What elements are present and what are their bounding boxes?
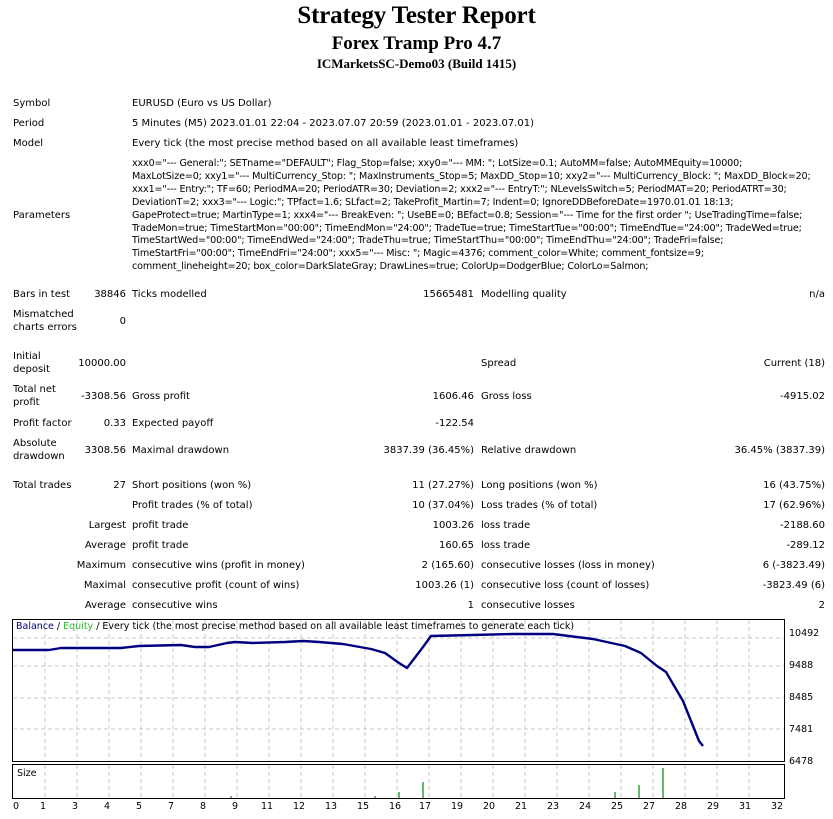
row-right-value: -2188.60 [780, 520, 825, 531]
quality-label: Modelling quality [481, 289, 567, 300]
x-tick: 17 [418, 801, 432, 812]
row-prefix: Maximum [76, 560, 126, 571]
x-tick: 25 [610, 801, 624, 812]
row-left-value: 2 (165.60) [421, 560, 474, 571]
report-title: Strategy Tester Report [297, 2, 536, 29]
maximal-drawdown-label: Maximal drawdown [132, 445, 230, 456]
legend-description: / Every tick (the most precise method based on all available least timeframes to generate each tick) [93, 621, 575, 632]
parameters-label: Parameters [13, 210, 71, 221]
param-line: xxx0="--- General:"; SETname="DEFAULT"; Flag_Stop=false; xxy0="--- MM: "; LotSize=0.1; AutoMM=false; AutoMMEquity=10000; [132, 158, 743, 169]
symbol-label: Symbol [13, 98, 51, 109]
gross-profit-value: 1606.46 [432, 391, 474, 402]
row-prefix: Average [84, 600, 126, 611]
expected-payoff-label: Expected payoff [132, 418, 214, 429]
net-profit-label-2: profit [13, 397, 40, 408]
model-value: Every tick (the most precise method based on all available least timeframes) [132, 138, 519, 149]
profit-trades-value: 10 (37.04%) [412, 500, 474, 511]
y-tick: 8485 [789, 692, 814, 703]
net-profit-label: Total net [13, 384, 56, 395]
legend-separator: / [53, 621, 64, 632]
row-right-label: consecutive losses (loss in money) [481, 560, 655, 571]
total-trades-label: Total trades [13, 480, 72, 491]
loss-trades-value: 17 (62.96%) [763, 500, 825, 511]
param-line: TradeMon=true; TimeStartMon="00:00"; TimeEndMon="24:00"; TradeTue=true; TimeStartTue="00:00"; TimeEndTue="24:00"; TradeWed=true; [132, 222, 802, 234]
spread-value: Current (18) [763, 358, 825, 369]
initial-deposit-label: Initial [13, 351, 41, 362]
server-build: ICMarketsSC-Demo03 (Build 1415) [316, 56, 517, 71]
y-tick: 9488 [789, 660, 814, 671]
param-line: DeviationT=2; xxx3="--- Logic:"; TPfact=1.6; SLfact=2; TakeProfit_Martin=7; Indent=0; IgnoreDDBeforeDate=1970.01.01 18:13; [132, 196, 734, 208]
mismatch-label: Mismatched [13, 309, 74, 320]
x-tick: 3 [71, 801, 79, 812]
row-right-label: consecutive loss (count of losses) [481, 580, 650, 591]
x-tick: 15 [356, 801, 370, 812]
size-bars [231, 768, 663, 798]
row-left-label: consecutive wins [132, 600, 218, 611]
x-tick: 16 [388, 801, 402, 812]
row-right-label: loss trade [481, 520, 531, 531]
x-tick: 11 [260, 801, 274, 812]
ticks-label: Ticks modelled [132, 289, 207, 300]
quality-value: n/a [809, 289, 825, 300]
profit-factor-label: Profit factor [13, 418, 72, 429]
x-tick: 1 [39, 801, 47, 812]
balance-chart [12, 619, 785, 762]
legend-balance: Balance [16, 621, 54, 632]
relative-drawdown-label: Relative drawdown [481, 445, 577, 456]
param-line: xxx1="--- Entry:"; TF=60; PeriodMA=20; PeriodATR=30; Deviation=2; xxx2="--- EntryT:"; NLevelsSwitch=5; PeriodMAT=20; PeriodATRT=30; [132, 183, 787, 195]
absolute-drawdown-value: 3308.56 [84, 445, 126, 456]
initial-deposit-label-2: deposit [13, 364, 50, 375]
chart-grid [13, 620, 784, 761]
mismatch-label-2: charts errors [13, 322, 77, 333]
model-label: Model [13, 138, 44, 149]
long-positions-value: 16 (43.75%) [763, 480, 825, 491]
row-prefix: Largest [88, 520, 126, 531]
x-tick: 19 [450, 801, 464, 812]
param-line: TimeStartWed="00:00"; TimeEndWed="24:00"; TradeThu=true; TimeStartThu="00:00"; TimeEndThu="24:00"; TradeFri=false; [132, 235, 724, 247]
x-tick: 24 [578, 801, 592, 812]
x-tick: 9 [231, 801, 239, 812]
period-value: 5 Minutes (M5) 2023.01.01 22:04 - 2023.07.07 20:59 (2023.01.01 - 2023.07.01) [132, 118, 534, 129]
size-label: Size [17, 768, 37, 779]
expected-payoff-value: -122.54 [435, 418, 474, 429]
gross-loss-label: Gross loss [481, 391, 532, 402]
x-tick: 13 [324, 801, 338, 812]
row-right-label: consecutive losses [481, 600, 575, 611]
initial-deposit-value: 10000.00 [78, 358, 126, 369]
row-left-label: profit trade [132, 520, 189, 531]
size-chart [12, 764, 785, 799]
chart-legend [16, 621, 574, 632]
total-trades-value: 27 [113, 480, 126, 491]
row-right-value: -289.12 [786, 540, 825, 551]
loss-trades-label: Loss trades (% of total) [481, 500, 598, 511]
x-tick: 7 [167, 801, 175, 812]
row-left-value: 1 [467, 600, 474, 611]
row-left-value: 160.65 [439, 540, 474, 551]
spread-label: Spread [481, 358, 517, 369]
x-tick: 32 [770, 801, 784, 812]
x-tick: 28 [674, 801, 688, 812]
row-left-label: consecutive wins (profit in money) [132, 560, 305, 571]
row-right-value: -3823.49 (6) [762, 580, 825, 591]
param-line: GapeProtect=true; MartinType=1; xxx4="--- BreakEven: "; UseBE=0; BEfact=0.8; Session="--- Time for the first order "; UseTradingTime=false; [132, 209, 803, 221]
y-tick: 10492 [789, 628, 820, 639]
param-line: comment_lineheight=20; box_color=DarkSlateGray; DrawLines=true; ColorUp=DodgerBlue; ColorLo=Salmon; [132, 261, 649, 273]
row-prefix: Average [84, 540, 126, 551]
gross-profit-label: Gross profit [132, 391, 190, 402]
period-label: Period [13, 118, 45, 129]
x-tick: 23 [546, 801, 560, 812]
maximal-drawdown-value: 3837.39 (36.45%) [383, 445, 474, 456]
row-left-label: profit trade [132, 540, 189, 551]
y-tick: 6478 [789, 756, 814, 767]
x-tick: 5 [135, 801, 143, 812]
x-tick: 0 [12, 801, 20, 812]
row-right-value: 2 [818, 600, 825, 611]
x-tick: 4 [103, 801, 111, 812]
y-tick: 7481 [789, 724, 814, 735]
balance-chart-plot [13, 620, 784, 761]
param-line: MaxLotSize=0; xxy1="--- MultiCurrency_Stop: "; MaxInstruments_Stop=5; MaxDD_Stop=10; xxy2="--- MultiCurrency_Block: "; MaxDD_Block=20; [132, 170, 811, 182]
x-tick: 8 [199, 801, 207, 812]
x-tick: 21 [514, 801, 528, 812]
short-positions-value: 11 (27.27%) [412, 480, 474, 491]
profit-factor-value: 0.33 [103, 418, 126, 429]
x-tick: 29 [706, 801, 720, 812]
row-prefix: Maximal [83, 580, 126, 591]
gross-loss-value: -4915.02 [780, 391, 825, 402]
parameters-value [132, 158, 832, 274]
x-tick: 31 [738, 801, 752, 812]
size-chart-plot [13, 765, 784, 798]
absolute-drawdown-label: Absolute [13, 438, 57, 449]
expert-name: Forex Tramp Pro 4.7 [331, 33, 502, 54]
short-positions-label: Short positions (won %) [132, 480, 252, 491]
bars-value: 38846 [94, 289, 126, 300]
profit-trades-label: Profit trades (% of total) [132, 500, 253, 511]
relative-drawdown-value: 36.45% (3837.39) [734, 445, 825, 456]
legend-equity: Equity [63, 621, 94, 632]
x-tick: 27 [642, 801, 656, 812]
row-left-value: 1003.26 [432, 520, 474, 531]
mismatch-value: 0 [119, 316, 126, 327]
x-tick: 20 [482, 801, 496, 812]
x-tick: 12 [292, 801, 306, 812]
net-profit-value: -3308.56 [81, 391, 126, 402]
param-line: TimeStartFri="00:00"; TimeEndFri="24:00"; xxx5="--- Misc: "; Magic=4376; comment_color=White; comment_fontsize=9; [132, 248, 704, 260]
row-left-value: 1003.26 (1) [415, 580, 474, 591]
bars-label: Bars in test [13, 289, 70, 300]
row-right-label: loss trade [481, 540, 531, 551]
row-left-label: consecutive profit (count of wins) [132, 580, 300, 591]
ticks-value: 15665481 [423, 289, 474, 300]
absolute-drawdown-label-2: drawdown [13, 451, 65, 462]
long-positions-label: Long positions (won %) [481, 480, 598, 491]
symbol-value: EURUSD (Euro vs US Dollar) [132, 98, 272, 109]
row-right-value: 6 (-3823.49) [762, 560, 825, 571]
